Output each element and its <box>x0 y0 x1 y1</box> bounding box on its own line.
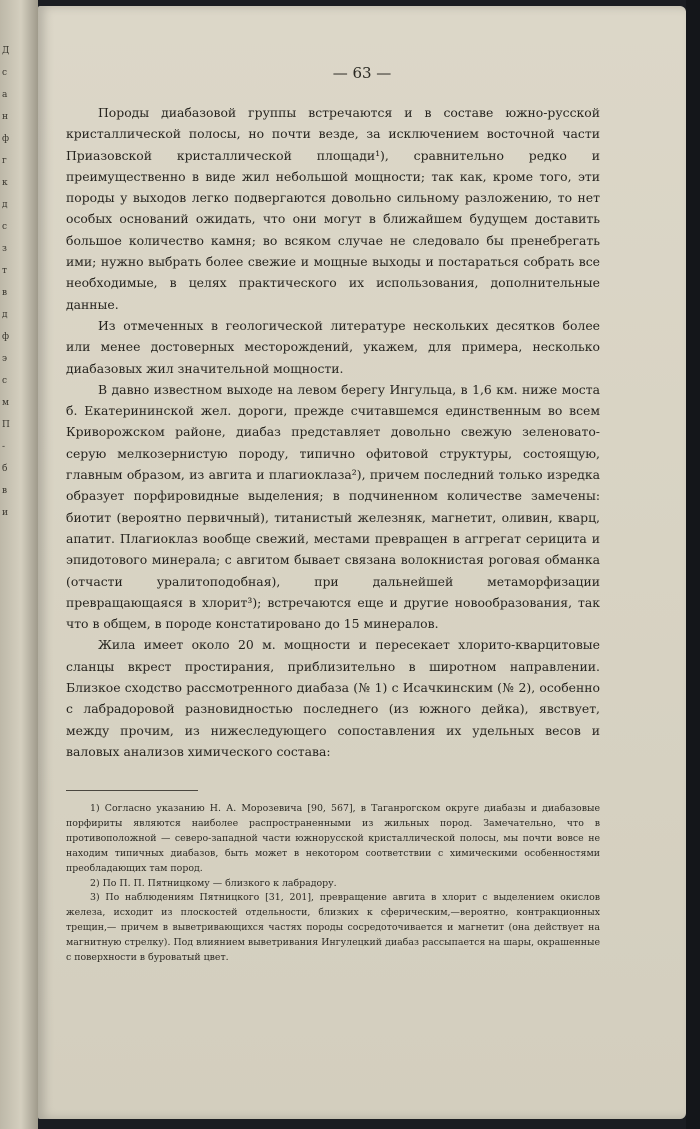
left-page-edge <box>0 0 38 1129</box>
paragraph: В давно известном выходе на левом берегу Ингульца, в 1,6 км. ниже моста б. Екатерининской жел. дороги, прежде считавшемся единственным во всем Криворожском районе, диабаз представляет довольно свежую зеленовато-серую мелкозернистую породу, типично офитовой структуры, состоящую, главным образом, из авгита и плагиоклаза²), причем последний только изредка образует порфировидные выделения; в подчиненном количестве замечены: биотит (вероятно первичный), титанистый железняк, магнетит, оливин, кварц, апатит. Плагиоклаз вообще свежий, местами превращен в аггрегат серицита и эпидотового минерала; с авгитом бывает связана волокнистая роговая обманка (отчасти уралитоподобная), при дальнейшей метаморфизации превращающаяся в хлорит³); встречаются еще и другие новообразования, так что в общем, в породе констатировано до 15 минералов. <box>66 381 600 632</box>
right-background-edge <box>686 0 700 1129</box>
footnote: 2) По П. П. Пятницкому — близкого к лабрадору. <box>90 877 337 889</box>
paragraph: Породы диабазовой группы встречаются и в составе южно-русской кристаллической полосы, но почти везде, за исключением восточной части Приазовской кристаллической площади¹), сравнительно редко и преимущественно в виде жил небольшой мощности; так как, кроме того, эти породы у выходов легко подвергаются довольно сильному разложению, то нет особых оснований ожидать, что они могут в ближайшем будущем доставить большое количество камня; во всяком случае не следовало бы пренебрегать ими; нужно выбрать более свежие и мощные выходы и постараться собрать все необходимые, в целях практического их использования, дополнительные данные. <box>66 105 600 312</box>
book-page <box>38 6 686 1119</box>
paragraph: Из отмеченных в геологической литературе нескольких десятков более или менее достоверных месторождений, укажем, для примера, несколько диабазовых жил значительной мощности. <box>66 317 600 376</box>
paragraph: Жила имеет около 20 м. мощности и пересекает хлорито-кварцитовые сланцы вкрест простирания, приблизительно в широтном направлении. Близкое сходство рассмотренного диабаза (№ 1) с Исачкинским (№ 2), особенно с лабрадоровой разновидностью последнего (из южного дейка), явствует, между прочим, из нижеследующего сопоставления их удельных весов и валовых анализов химического состава: <box>66 637 600 759</box>
footnotes <box>66 802 600 966</box>
left-page-edge-text: Д с а н ф г к д с з т в д ф э с м П - б в и <box>2 46 10 518</box>
footnote: 3) По наблюдениям Пятницкого [31, 201], превращение авгита в хлорит с выделением окислов железа, исходит из плоскостей отдельности, близких к сферическим,—вероятно, контракционных трещин,— причем в выветривающихся частях породы сосредоточивается и магнетит (она действует на магнитную стрелку). Под влиянием выветривания Ингулецкий диабаз рассыпается на шары, окрашенные с поверхности в буроватый цвет. <box>66 892 600 964</box>
page-number: — 63 — <box>332 64 392 82</box>
footnote-divider <box>66 790 198 791</box>
footnote: 1) Согласно указанию Н. А. Морозевича [90, 567], в Таганрогском округе диабазы и диабазовые порфириты являются наиболее распространенными из жильных пород. Замечательно, что в противоположной — северо-западной части южнорусской кристаллической полосы, мы почти вовсе не находим типичных диабазов, быть может в некотором соответствии с химическими особенностями преобладающих там пород. <box>66 803 600 874</box>
body-text <box>66 102 600 762</box>
